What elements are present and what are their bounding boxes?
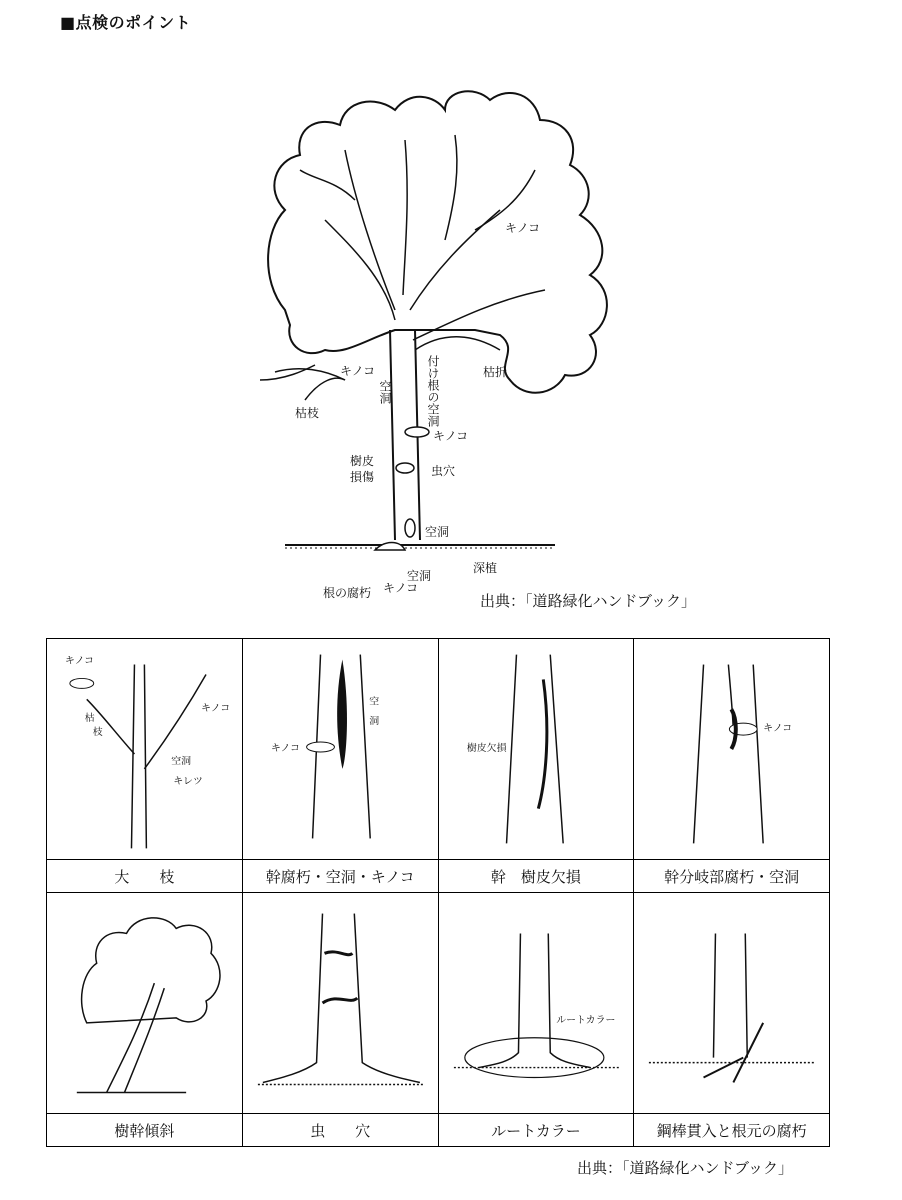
grid-pic-row-2: [47, 893, 830, 1114]
label-kinoko-top: キノコ: [505, 221, 541, 235]
caption-large-branch: 大 枝: [47, 860, 243, 893]
cell-pic-8: [634, 893, 830, 1114]
cell1-label-kare: 枯: [84, 713, 95, 725]
label-sonsho: 損傷: [350, 470, 375, 484]
cell-pic-2: [242, 639, 438, 860]
cell7-label-root-collar: ルートカラー: [555, 1014, 616, 1026]
label-kinoko-left: キノコ: [340, 364, 376, 378]
illus-trunk-decay: [243, 639, 438, 859]
cell-pic-7: [438, 893, 634, 1114]
main-tree-illustration: [245, 80, 665, 620]
cell1-label-kuudou: 空洞: [171, 755, 192, 767]
label-fukaue: 深植: [473, 561, 498, 575]
label-kinoko-trunk: キノコ: [433, 429, 469, 443]
grid-caption-row-1: [47, 860, 830, 893]
caption-insect-hole: 虫 穴: [242, 1114, 438, 1147]
label-mushiana: 虫穴: [431, 464, 456, 478]
cell2-label-dou: 洞: [369, 716, 379, 728]
label-karetsu: 枯折: [483, 365, 508, 379]
label-kuudou-root: 空洞: [407, 569, 432, 583]
caption-trunk-tilt: 樹幹傾斜: [47, 1114, 243, 1147]
caption-bark-loss: 幹 樹皮欠損: [438, 860, 634, 893]
base-cavity: [405, 519, 415, 537]
cell-pic-1: [47, 639, 243, 860]
label-juhi: 樹皮: [350, 454, 375, 468]
cell-pic-4: [634, 639, 830, 860]
caption-root-collar: ルートカラー: [438, 1114, 634, 1147]
cell-pic-5: [47, 893, 243, 1114]
canopy-outline: [268, 91, 607, 392]
illus-bark-loss: [439, 639, 634, 859]
root-fungus: [375, 543, 405, 551]
page-heading: ■点検のポイント: [60, 13, 192, 32]
label-kinoko-root: キノコ: [383, 581, 419, 595]
cell1-label-kiretsu: キレツ: [173, 775, 203, 787]
grid-pic-row-1: [47, 639, 830, 860]
cell4-label-kinoko: キノコ: [763, 723, 793, 735]
cell3-label-juhi-kesson: 樹皮欠損: [466, 742, 507, 754]
grid-caption-row-2: [47, 1114, 830, 1147]
label-kuudou-base: 空洞: [425, 525, 450, 539]
label-ne-no-fukyu: 根の腐朽: [323, 586, 372, 600]
illus-large-branch: [47, 639, 242, 859]
source-citation-top: 出典：「道路緑化ハンドブック」: [480, 592, 697, 610]
label-tsukene-kuudou: 付け根の空洞: [426, 355, 440, 427]
cell1-label-kinoko-right: キノコ: [201, 703, 231, 715]
trunk-fungus: [405, 427, 429, 437]
caption-steel-rod: 鋼棒貫入と根元の腐朽: [634, 1114, 830, 1147]
illus-steel-rod: [634, 893, 829, 1113]
cell1-label-eda: 枝: [92, 727, 103, 739]
source-citation-bottom: 出典：「道路緑化ハンドブック」: [577, 1159, 794, 1177]
label-kuudou-left: 空洞: [378, 380, 392, 404]
cell-pic-6: [242, 893, 438, 1114]
illus-fork-decay: [634, 639, 829, 859]
illus-root-collar: [439, 893, 634, 1113]
tree-diagram: [245, 80, 665, 620]
inspection-grid: [46, 638, 830, 1147]
caption-fork-decay: 幹分岐部腐朽・空洞: [634, 860, 830, 893]
cell-pic-3: [438, 639, 634, 860]
label-kareeda: 枯枝: [295, 406, 320, 420]
cell1-label-kinoko-left: キノコ: [64, 655, 94, 667]
cell2-label-kinoko: キノコ: [270, 742, 300, 754]
cell2-label-ku: 空: [369, 696, 379, 708]
caption-trunk-decay: 幹腐朽・空洞・キノコ: [242, 860, 438, 893]
branches: [260, 135, 545, 400]
trunk-hole: [396, 463, 414, 473]
illus-insect-hole: [243, 893, 438, 1113]
illus-trunk-tilt: [47, 893, 242, 1113]
